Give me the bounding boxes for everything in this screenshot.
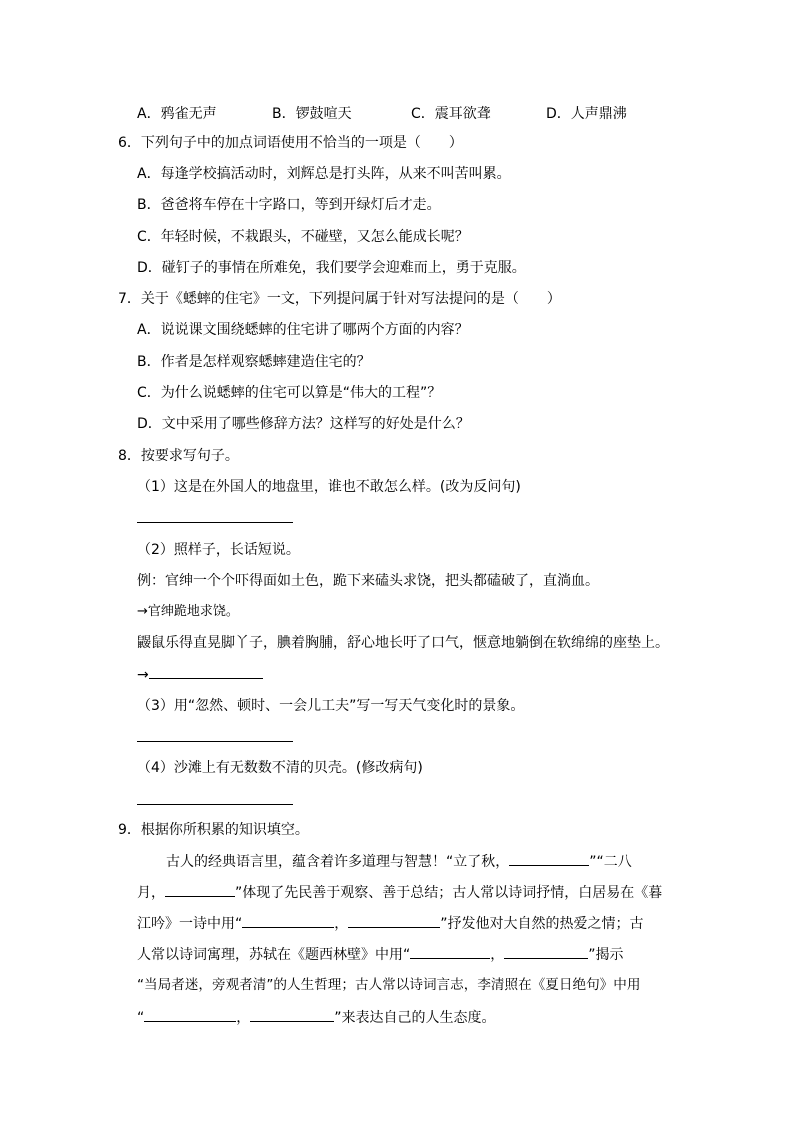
- q8-sub3-answer-line[interactable]: [137, 741, 293, 742]
- arrow-icon: →: [137, 667, 149, 683]
- q5-option-c[interactable]: C．震耳欲聋: [411, 106, 491, 122]
- q8-sub2-answer: [137, 664, 263, 685]
- q6-option-b[interactable]: B．爸爸将车停在十字路口，等到开绿灯后才走。: [137, 197, 441, 213]
- q8-sub4: （4）沙滩上有无数数不清的贝壳。(修改病句): [137, 760, 423, 776]
- q9-blank-2[interactable]: [165, 882, 235, 897]
- q9-blank-5[interactable]: [410, 944, 490, 959]
- q8-example-answer: →官绅跪地求饶。: [137, 604, 239, 619]
- q7-option-b[interactable]: B．作者是怎样观察蟋蟀建造住宅的？: [137, 354, 371, 370]
- q9-blank-8[interactable]: [250, 1007, 334, 1022]
- q6-option-c[interactable]: C．年轻时候，不栽跟头，不碰壁，又怎么能成长呢？: [137, 229, 469, 245]
- q7-option-c[interactable]: C．为什么说蟋蟀的住宅可以算是“伟大的工程”？: [137, 385, 442, 401]
- q7-option-d[interactable]: D．文中采用了哪些修辞方法？这样写的好处是什么？: [137, 416, 470, 432]
- q8-sub4-answer-line[interactable]: [137, 804, 293, 805]
- q9-line1: 古人的经典语言里，蕴含着许多道理与智慧！“立了秋， ”“二八: [166, 851, 632, 872]
- q5-option-b[interactable]: B．锣鼓喧天: [272, 106, 352, 122]
- q9-line3: 江吟》一诗中用“ ， ”抒发他对大自然的热爱之情；古: [137, 913, 644, 934]
- q8-sub3: （3）用“忽然、顿时、一会儿工夫”写一写天气变化时的景象。: [137, 698, 525, 714]
- q9-line2: 月， ”体现了先民善于观察、善于总结；古人常以诗词抒情，白居易在《暮: [137, 882, 662, 903]
- q5-option-d[interactable]: D．人声鼎沸: [546, 106, 627, 122]
- q9-blank-1[interactable]: [509, 851, 589, 866]
- q9-blank-6[interactable]: [504, 944, 588, 959]
- q5-option-a[interactable]: A．鸦雀无声: [137, 106, 217, 122]
- q6-option-a[interactable]: A．每逢学校搞活动时，刘辉总是打头阵，从来不叫苦叫累。: [137, 166, 511, 182]
- q9-blank-7[interactable]: [144, 1007, 236, 1022]
- q7-option-a[interactable]: A．说说课文围绕蟋蟀的住宅讲了哪两个方面的内容？: [137, 322, 469, 338]
- q9-blank-3[interactable]: [242, 913, 334, 928]
- q8-sub2-answer-blank[interactable]: [149, 664, 263, 679]
- q9-line4: 人常以诗词寓理，苏轼在《题西林壁》中用“ ， ”揭示: [137, 944, 624, 965]
- q8-sub2: （2）照样子，长话短说。: [137, 542, 300, 558]
- q8-sub1-answer-line[interactable]: [137, 522, 293, 523]
- q6-option-d[interactable]: D．碰钉子的事情在所难免，我们要学会迎难而上，勇于克服。: [137, 260, 526, 276]
- q6-stem: 6．下列句子中的加点词语使用不恰当的一项是（ ）: [118, 135, 463, 151]
- q8-example: 例：官绅一个个吓得面如土色，跪下来磕头求饶，把头都磕破了，直淌血。: [137, 573, 599, 589]
- q9-stem: 9．根据你所积累的知识填空。: [118, 822, 309, 838]
- q9-line6: “ ， ”来表达自己的人生态度。: [137, 1007, 496, 1028]
- q8-stem: 8．按要求写句子。: [118, 448, 239, 464]
- q8-sub1: （1）这是在外国人的地盘里，谁也不敢怎么样。(改为反问句): [137, 479, 521, 495]
- q9-line5: “当局者迷，旁观者清”的人生哲理；古人常以诗词言志，李清照在《夏日绝句》中用: [137, 977, 641, 993]
- q8-sentence: 鼹鼠乐得直晃脚丫子，腆着胸脯，舒心地长吁了口气，惬意地躺倒在软绵绵的座垫上。: [137, 635, 669, 651]
- q7-stem: 7．关于《蟋蟀的住宅》一文，下列提问属于针对写法提问的是（ ）: [118, 291, 561, 307]
- q9-blank-4[interactable]: [348, 913, 440, 928]
